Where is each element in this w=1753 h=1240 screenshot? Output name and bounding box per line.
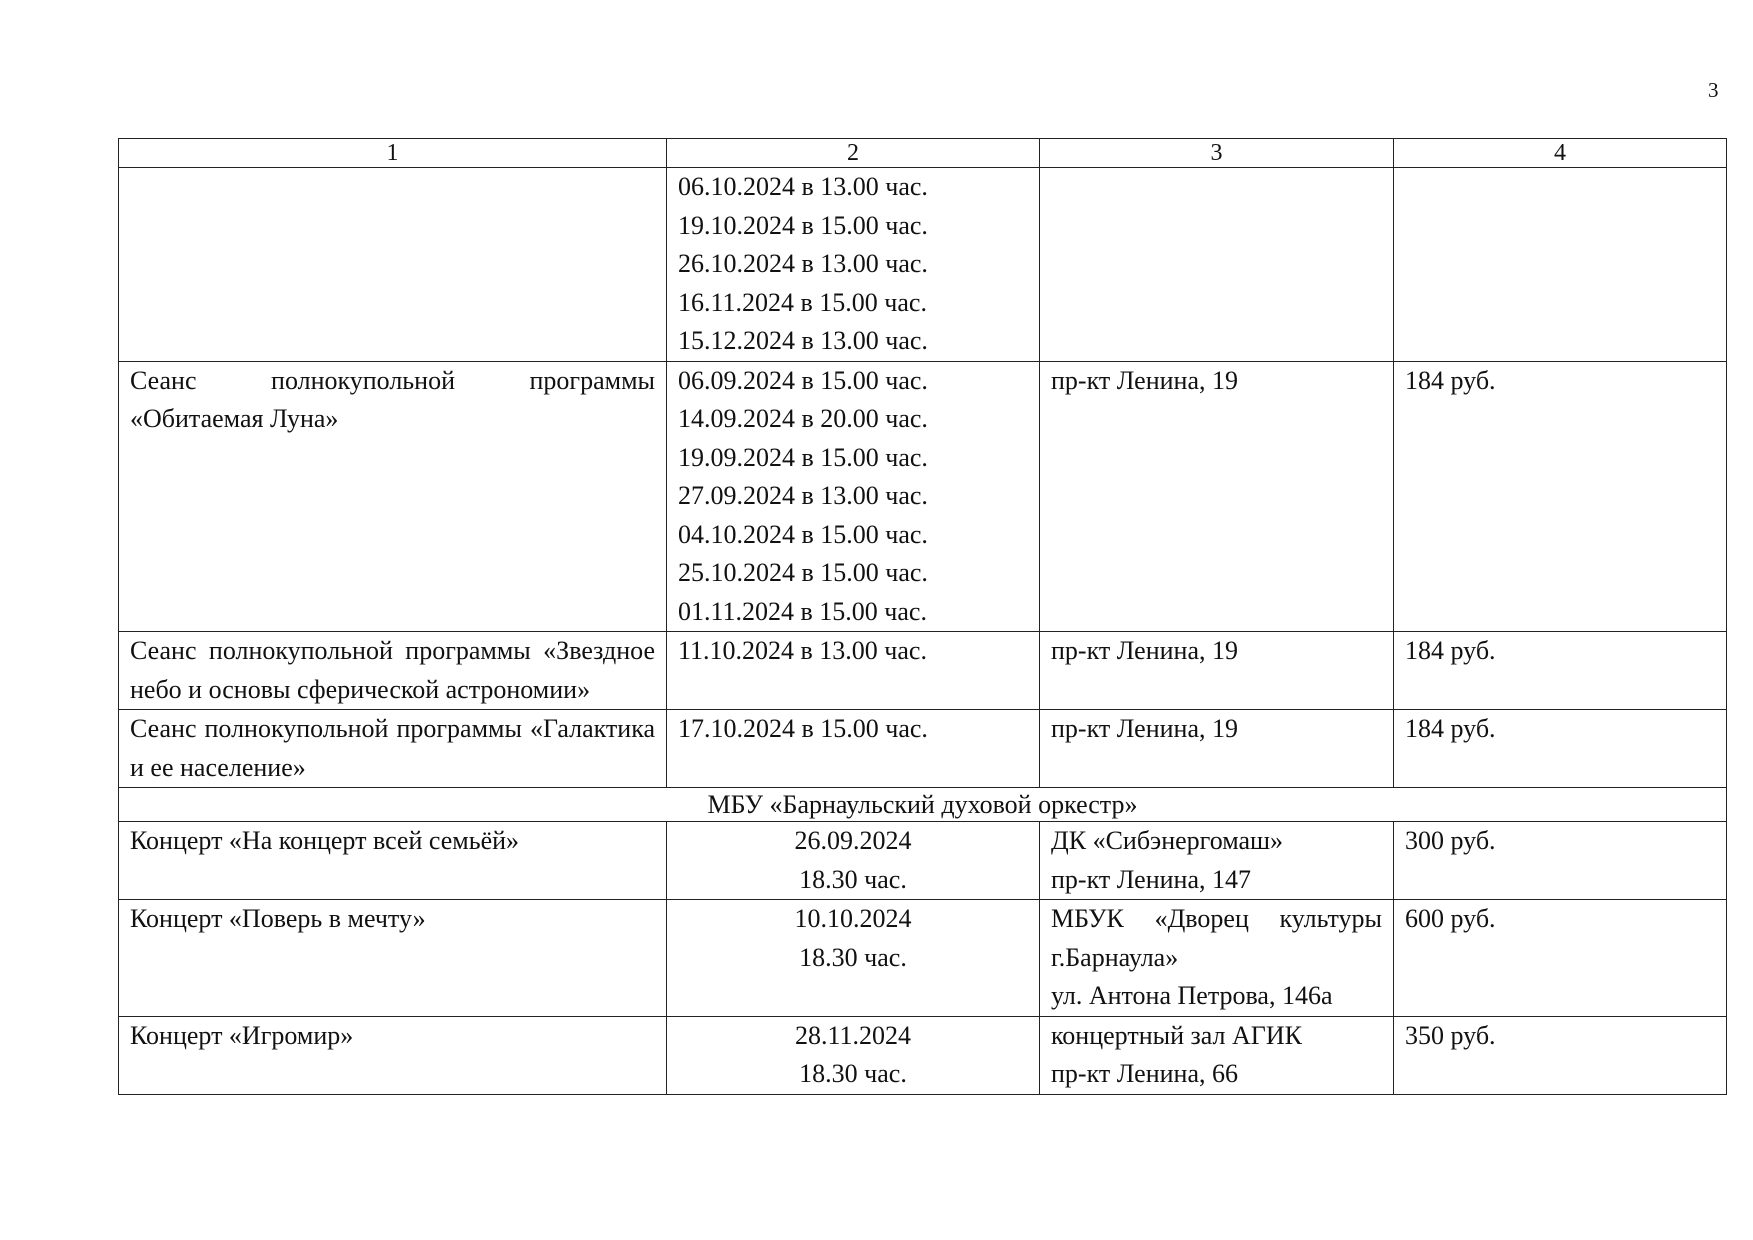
address-line: ул. Антона Петрова, 146а [1051,981,1333,1010]
place-line: ДК «Сибэнергомаш» [1051,826,1284,855]
dates-cell [667,168,1040,362]
date-line: 26.10.2024 в 13.00 час. [678,249,928,278]
place-cell [1040,1016,1394,1094]
price-cell: 184 руб. [1394,632,1727,710]
event-cell: Концерт «Поверь в мечту» [119,900,667,1017]
dates-cell [667,1016,1040,1094]
event-cell: Сеанс полнокупольной программы «Обитаемая Луна» [119,361,667,632]
date-line: 28.11.2024 [794,1020,912,1050]
date-line: 11.10.2024 в 13.00 час. [678,636,927,665]
table-row [119,822,1727,900]
date-line: 26.09.2024 [794,826,912,855]
event-cell [119,168,667,362]
date-line: 06.10.2024 в 13.00 час. [678,172,928,201]
place-line: пр-кт Ленина, 19 [1051,636,1239,665]
dates-cell [667,361,1040,632]
date-line: 25.10.2024 в 15.00 час. [678,558,928,587]
events-table [118,138,1727,1095]
column-header-2: 2 [667,139,1040,168]
time-line: 18.30 час. [799,1059,907,1088]
date-line: 04.10.2024 в 15.00 час. [678,519,928,549]
address-line: пр-кт Ленина, 147 [1051,864,1252,894]
date-line: 06.09.2024 в 15.00 час. [678,365,928,395]
section-row [119,788,1727,822]
dates-cell [667,710,1040,788]
date-line: 15.12.2024 в 13.00 час. [678,326,928,355]
event-cell: Сеанс полнокупольной программы «Звездное небо и основы сферической астрономии» [119,632,667,710]
date-line: 10.10.2024 [794,904,912,933]
table-row [119,1016,1727,1094]
event-cell: Концерт «Игромир» [119,1016,667,1094]
dates-cell [667,900,1040,1017]
date-line: 14.09.2024 в 20.00 час. [678,404,928,433]
table-row [119,632,1727,710]
place-cell [1040,632,1394,710]
event-cell: Концерт «На концерт всей семьёй» [119,822,667,900]
price-cell: 350 руб. [1394,1016,1727,1094]
place-cell [1040,710,1394,788]
table-row [119,710,1727,788]
column-header-1: 1 [119,139,667,168]
price-cell: 300 руб. [1394,822,1727,900]
place-line: пр-кт Ленина, 19 [1051,365,1239,395]
table-row [119,168,1727,362]
place-line: МБУК «Дворец культуры г.Барнаула» [1051,904,1382,972]
column-header-4: 4 [1394,139,1727,168]
date-line: 01.11.2024 в 15.00 час. [678,596,927,626]
address-line: пр-кт Ленина, 66 [1051,1059,1239,1088]
date-line: 17.10.2024 в 15.00 час. [678,714,928,743]
place-line: концертный зал АГИК [1051,1020,1302,1050]
column-header-3: 3 [1040,139,1394,168]
event-cell: Сеанс полнокупольной программы «Галактика и ее население» [119,710,667,788]
price-cell: 600 руб. [1394,900,1727,1017]
dates-cell [667,632,1040,710]
date-line: 27.09.2024 в 13.00 час. [678,481,928,510]
section-title: МБУ «Барнаульский духовой оркестр» [119,788,1727,822]
date-line: 19.09.2024 в 15.00 час. [678,442,928,472]
price-cell: 184 руб. [1394,361,1727,632]
place-cell [1040,900,1394,1017]
price-cell: 184 руб. [1394,710,1727,788]
price-cell [1394,168,1727,362]
date-line: 16.11.2024 в 15.00 час. [678,287,927,317]
header-row [119,139,1727,168]
date-line: 19.10.2024 в 15.00 час. [678,210,928,240]
table-row [119,361,1727,632]
place-cell [1040,822,1394,900]
place-cell [1040,168,1394,362]
time-line: 18.30 час. [799,864,907,894]
place-cell [1040,361,1394,632]
dates-cell [667,822,1040,900]
table-row [119,900,1727,1017]
time-line: 18.30 час. [799,942,907,972]
page-number: 3 [1708,78,1719,102]
place-line: пр-кт Ленина, 19 [1051,714,1239,743]
